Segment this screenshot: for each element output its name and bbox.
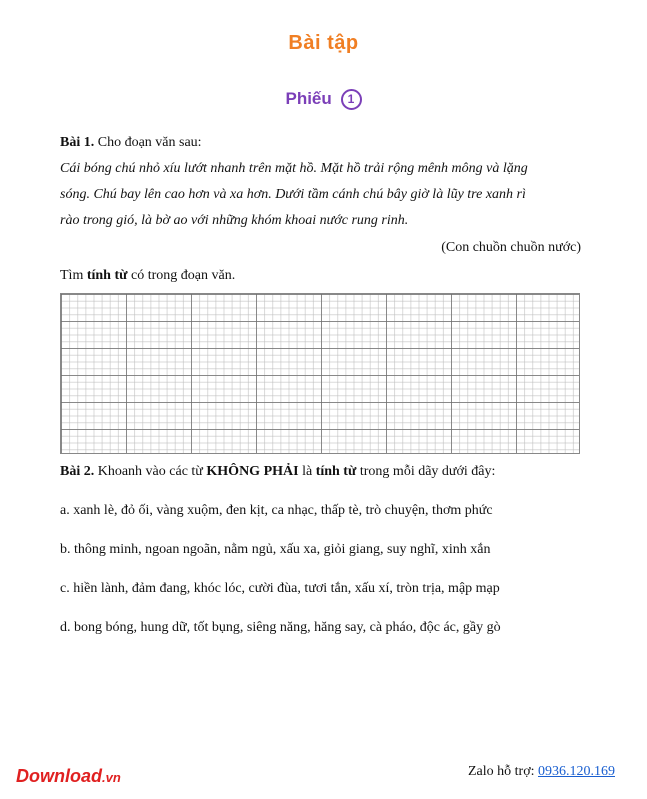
zalo-support xyxy=(468,764,615,780)
passage-line-3: rào trong gió, là bờ ao với những khóm khoai nước rung rinh. xyxy=(60,213,409,228)
subtitle-label: Phiếu xyxy=(285,89,332,108)
exercise2-label: Bài 2. xyxy=(60,464,95,479)
task-prefix: Tìm xyxy=(60,268,87,283)
exercise2-item-b: b. thông minh, ngoan ngoãn, nằm ngủ, xấu xa, giỏi giang, suy nghĩ, xinh xắn xyxy=(60,542,491,557)
exercise1-label: Bài 1. xyxy=(60,135,95,150)
passage-line-1: Cái bóng chú nhỏ xíu lướt nhanh trên mặt hồ. Mặt hồ trải rộng mênh mông và lặng xyxy=(60,161,528,176)
page-title: Bài tập xyxy=(288,32,359,54)
download-vn-logo[interactable] xyxy=(16,766,121,787)
support-phone-link[interactable]: 0936.120.169 xyxy=(538,764,615,779)
support-label: Zalo hỗ trợ: xyxy=(468,764,538,779)
exercise2-item-d: d. bong bóng, hung dữ, tốt bụng, siêng năng, hăng say, cà pháo, độc ác, gầy gò xyxy=(60,620,501,635)
worksheet-subtitle xyxy=(0,89,647,110)
task-suffix: có trong đoạn văn. xyxy=(127,268,236,283)
exercise2-text-prefix: Khoanh vào các từ xyxy=(97,464,207,479)
exercise1-task xyxy=(60,268,235,284)
exercise2-text-suffix: trong mỗi dãy dưới đây: xyxy=(356,464,496,479)
passage-line-2: sóng. Chú bay lên cao hơn và xa hơn. Dưới tầm cánh chú bây giờ là lũy tre xanh rì xyxy=(60,187,526,202)
exercise1-heading xyxy=(60,135,202,151)
exercise1-intro: Cho đoạn văn sau: xyxy=(97,135,202,150)
passage-source: (Con chuồn chuồn nước) xyxy=(441,240,581,255)
answer-writing-grid[interactable] xyxy=(60,293,580,454)
exercise2-heading xyxy=(60,464,495,480)
exercise2-item-c: c. hiền lành, đảm đang, khóc lóc, cười đùa, tươi tắn, xấu xí, tròn trịa, mập mạp xyxy=(60,581,500,596)
exercise2-item-a: a. xanh lè, đỏ ối, vàng xuộm, đen kịt, ca nhạc, thấp tè, trò chuyện, thơm phức xyxy=(60,503,493,518)
logo-suffix-text: .vn xyxy=(102,770,121,785)
exercise2-bold-negation: KHÔNG PHẢI xyxy=(206,464,299,479)
circled-number-badge: 1 xyxy=(341,89,362,110)
task-keyword: tính từ xyxy=(86,268,128,283)
exercise2-bold-keyword: tính từ xyxy=(315,464,357,479)
logo-main-text: Download xyxy=(16,766,102,786)
exercise2-text-mid: là xyxy=(298,464,316,479)
